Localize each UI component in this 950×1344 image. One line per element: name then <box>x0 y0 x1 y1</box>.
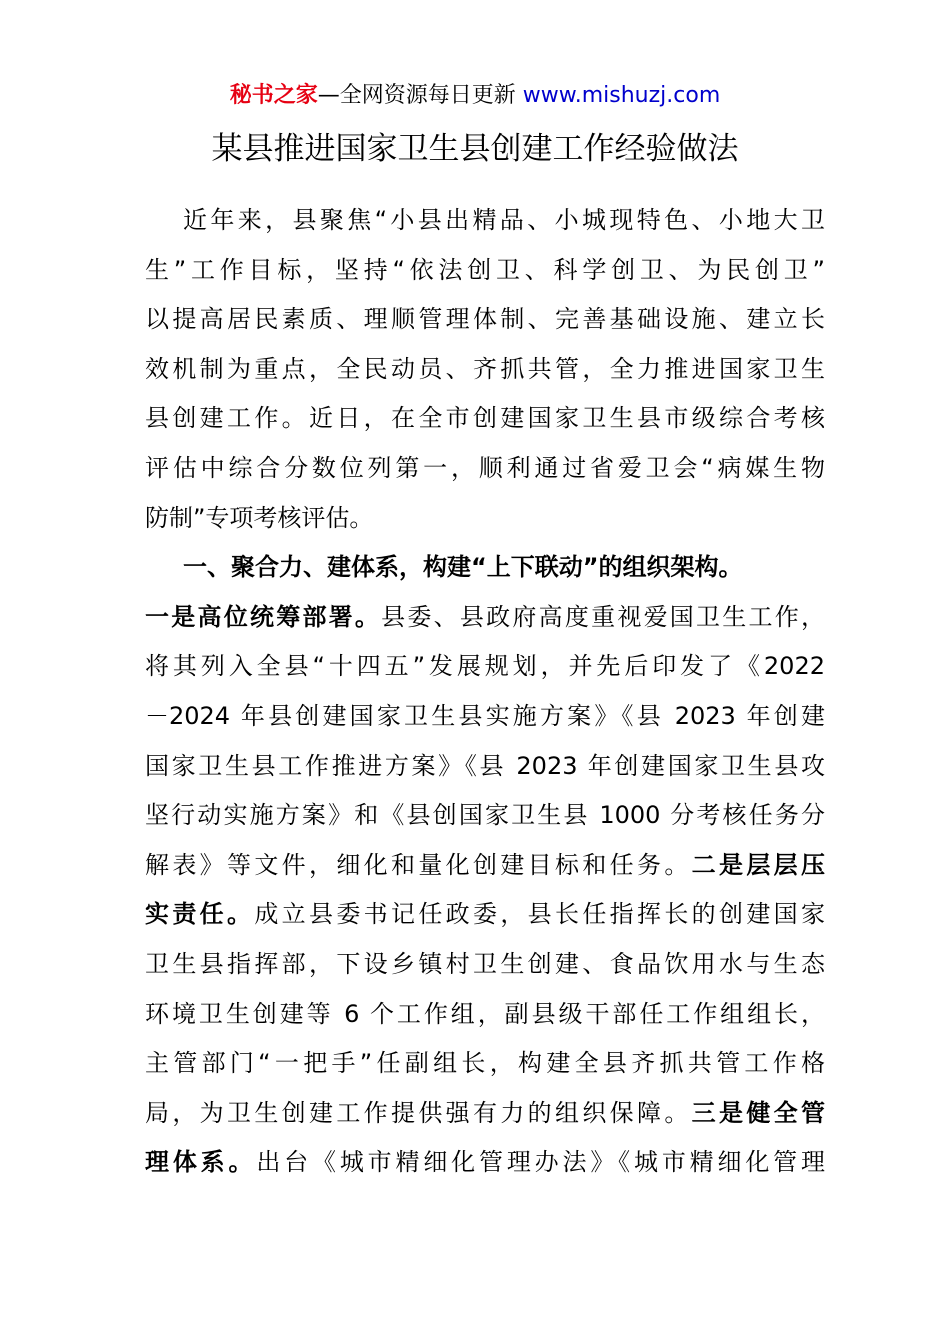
paragraph-line: 环境卫生创建等 6 个工作组，副县级干部任工作组组长， <box>145 999 825 1028</box>
paragraph-line: 近年来，县聚焦“小县出精品、小城现特色、小地大卫 <box>183 206 825 234</box>
line-text: 解表》等文件，细化和量化创建目标和任务。 <box>145 850 692 879</box>
site-url-link[interactable]: www.mishuzj.com <box>522 83 721 108</box>
site-header <box>0 80 950 112</box>
paragraph-line: 坚行动实施方案》和《县创国家卫生县 1000 分考核任务分 <box>145 801 825 830</box>
paragraph-line <box>145 890 825 940</box>
paragraph-line: 效机制为重点，全民动员、齐抓共管，全力推进国家卫生 <box>145 354 825 383</box>
line-text: 成立县委书记任政委，县长任指挥长的创建国家 <box>254 900 826 929</box>
section-heading: 一、聚合力、建体系，构建“上下联动”的组织架构。 <box>183 553 743 582</box>
line-text: 出台《城市精细化管理办法》《城市精细化管理 <box>256 1148 826 1177</box>
paragraph-line: 国家卫生县工作推进方案》《县 2023 年创建国家卫生县攻 <box>145 751 825 780</box>
paragraph-line: 生”工作目标，坚持“依法创卫、科学创卫、为民创卫” <box>145 255 825 284</box>
line-text: 县委、县政府高度重视爱国卫生工作， <box>381 602 826 631</box>
bold-lead-text: 实责任。 <box>145 900 255 929</box>
paragraph-line: 以提高居民素质、理顺管理体制、完善基础设施、建立长 <box>145 305 825 334</box>
paragraph-line: 防制”专项考核评估。 <box>145 503 374 532</box>
paragraph-line <box>145 841 825 891</box>
paragraph-line: 县创建工作。近日，在全市创建国家卫生县市级综合考核 <box>145 404 825 433</box>
paragraph-line: －2024 年县创建国家卫生县实施方案》《县 2023 年创建 <box>145 701 825 730</box>
document-body <box>145 196 825 1188</box>
bold-lead-text: 二是层层压 <box>691 850 826 879</box>
document-title: 某县推进国家卫生县创建工作经验做法 <box>211 131 739 167</box>
line-text: 局，为卫生创建工作提供强有力的组织保障。 <box>145 1098 692 1127</box>
paragraph-line: 卫生县指挥部，下设乡镇村卫生创建、食品饮用水与生态 <box>145 949 825 978</box>
paragraph-line <box>145 593 825 643</box>
paragraph-line: 将其列入全县“十四五”发展规划，并先后印发了《2022 <box>145 652 825 681</box>
paragraph-line <box>145 1138 825 1188</box>
paragraph-line <box>145 1089 825 1139</box>
bold-lead-text: 理体系。 <box>145 1148 257 1177</box>
header-tagline: —全网资源每日更新 <box>317 83 516 108</box>
brand-name: 秘书之家 <box>229 83 318 108</box>
bold-lead-text: 三是健全管 <box>691 1098 826 1127</box>
paragraph-line: 评估中综合分数位列第一，顺利通过省爱卫会“病媒生物 <box>145 453 825 482</box>
paragraph-line: 主管部门“一把手”任副组长，构建全县齐抓共管工作格 <box>145 1049 825 1078</box>
bold-lead-text: 一是高位统筹部署。 <box>145 602 382 631</box>
